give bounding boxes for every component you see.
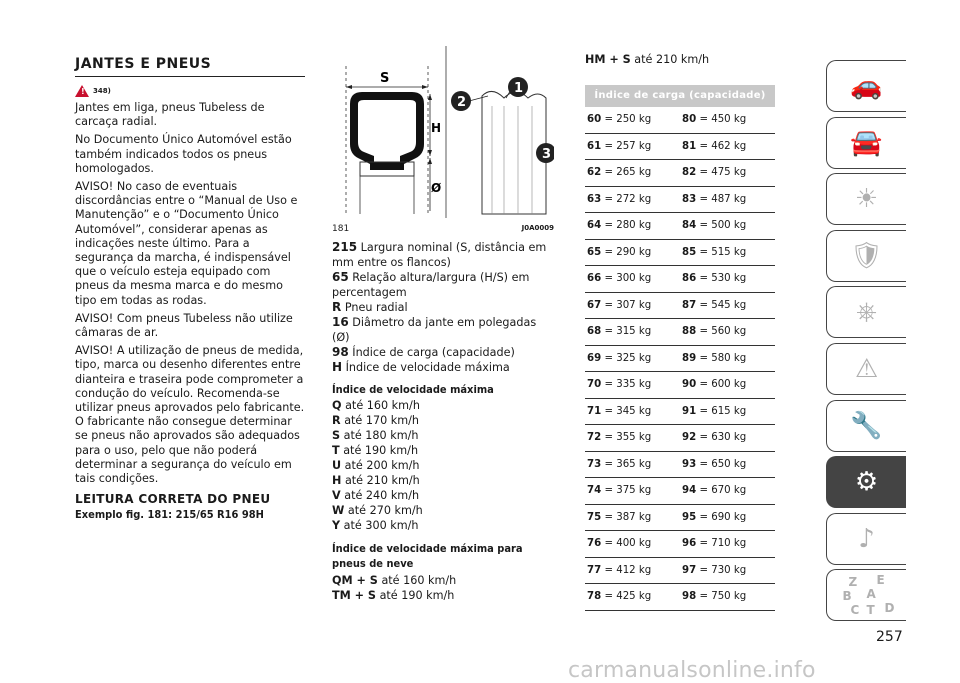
table-cell: 73 = 365 kg <box>587 458 652 470</box>
index-letter: C <box>850 603 860 618</box>
table-cell: 78 = 425 kg <box>587 591 652 603</box>
table-cell: 71 = 345 kg <box>587 405 652 417</box>
table-cell: 89 = 580 kg <box>682 352 747 364</box>
car-dashboard-icon: 🚗 <box>850 71 883 101</box>
table-row <box>585 213 775 240</box>
multimedia-icon: ♪ <box>858 523 875 554</box>
car-warning-icon: ⚠ <box>854 353 879 384</box>
sidebar-tab-3[interactable] <box>826 230 906 282</box>
item-value: até 180 km/h <box>343 429 419 442</box>
column-1 <box>75 56 305 523</box>
lights-mail-icon: ☀ <box>854 184 879 215</box>
paragraph: AVISO! No caso de eventuais discordâncias entre o “Manual de Uso e Manutenção” e o “Documento Único Automóvel”, considerar apenas as indicações neste último. Para a segurança da marcha, é indispensável que o veículo esteja equipado com pneus da mesma marca e do mesmo tipo em todas as rodas. <box>75 180 298 307</box>
steering-wheel-icon: ⎈ <box>856 296 877 327</box>
item-value: até 160 km/h <box>381 574 457 587</box>
table-cell: 69 = 325 kg <box>587 352 652 364</box>
label-s: S <box>380 71 390 86</box>
hm-s-line: HM + S até 210 km/h <box>585 53 710 66</box>
item-value: Pneu radial <box>344 301 408 314</box>
table-row <box>585 319 775 346</box>
table-cell: 81 = 462 kg <box>682 140 747 152</box>
label-diameter: Ø <box>431 181 442 195</box>
table-cell: 92 = 630 kg <box>682 432 747 444</box>
callout-3: 3 <box>542 147 552 162</box>
load-index-table-header: Índice de carga (capacidade) <box>585 85 775 107</box>
table-cell: 98 = 750 kg <box>682 591 747 603</box>
item-value: Relação altura/largura (H/S) em percentagem <box>332 271 530 299</box>
section-title: JANTES E PNEUS <box>75 56 212 72</box>
table-cell: 88 = 560 kg <box>682 326 747 338</box>
load-index-table <box>585 107 775 611</box>
snow-index-list <box>332 573 554 603</box>
item-key: QM + S <box>332 574 378 587</box>
table-cell: 63 = 272 kg <box>587 193 652 205</box>
table-row <box>585 346 775 373</box>
list-item <box>332 413 554 428</box>
item-key: 98 <box>332 345 349 359</box>
list-item <box>332 588 554 603</box>
tyre-figure <box>332 46 554 226</box>
table-row <box>585 160 775 187</box>
page-number: 257 <box>876 629 903 645</box>
wrench-car-icon: 🔧 <box>850 410 883 441</box>
table-row <box>585 531 775 558</box>
column-3 <box>585 52 775 611</box>
item-value: até 170 km/h <box>344 414 420 427</box>
table-cell: 61 = 257 kg <box>587 140 652 152</box>
sidebar-tab-9[interactable] <box>826 569 906 621</box>
figure-number: 181 <box>332 224 350 234</box>
table-row <box>585 134 775 161</box>
item-key: Q <box>332 399 342 412</box>
item-value: Diâmetro da jante em polegadas (Ø) <box>332 316 537 344</box>
table-cell: 64 = 280 kg <box>587 220 652 232</box>
column-2 <box>332 46 554 603</box>
table-cell: 83 = 487 kg <box>682 193 747 205</box>
title-rule <box>75 76 305 77</box>
table-row <box>585 266 775 293</box>
index-letter: T <box>866 603 875 618</box>
list-item <box>332 345 554 360</box>
sidebar-tab-6[interactable] <box>826 400 906 452</box>
index-letter: E <box>876 573 885 588</box>
index-letters <box>837 573 897 617</box>
item-key: 215 <box>332 240 358 254</box>
table-row <box>585 478 775 505</box>
paragraph: AVISO! A utilização de pneus de medida, tipo, marca ou desenho diferentes entre dianteira e traseira pode comprometer a condução do veículo. Recomenda-se utilizar pneus aprovados pelo fabricante. O fabricante não consegue determinar se pneus não aprovados são adequados para o uso, pelo que não poderá determinar a segurança do veículo em tais condições. <box>75 344 305 486</box>
list-item <box>332 488 554 503</box>
table-row <box>585 584 775 611</box>
list-item <box>332 518 554 533</box>
list-item <box>332 398 554 413</box>
list-item <box>332 573 554 588</box>
car-info-icon: 🚘 <box>850 127 883 158</box>
sidebar-tab-0[interactable] <box>826 60 906 112</box>
item-key: T <box>332 444 340 457</box>
item-value: Índice de carga (capacidade) <box>352 346 515 359</box>
item-value: até 160 km/h <box>345 399 420 412</box>
table-cell: 76 = 400 kg <box>587 538 652 550</box>
table-cell: 72 = 355 kg <box>587 432 652 444</box>
table-cell: 66 = 300 kg <box>587 273 652 285</box>
index-letter: B <box>842 589 852 604</box>
list-item <box>332 443 554 458</box>
item-value: até 210 km/h <box>344 474 420 487</box>
item-key: Y <box>332 519 341 532</box>
item-value: até 300 km/h <box>343 519 419 532</box>
airbag-seat-icon: 🛡 <box>849 240 883 271</box>
speed-index-title: Índice de velocidade máxima <box>332 383 494 396</box>
item-key: U <box>332 459 342 472</box>
index-letter: Z <box>848 575 858 590</box>
table-cell: 60 = 250 kg <box>587 114 652 126</box>
item-key: W <box>332 504 345 517</box>
table-cell: 91 = 615 kg <box>682 405 747 417</box>
item-key: R <box>332 300 342 314</box>
sidebar-tab-5[interactable] <box>826 343 906 395</box>
subtitle: LEITURA CORRETA DO PNEU <box>75 492 271 507</box>
tyre-legend <box>332 240 554 375</box>
item-key: 16 <box>332 315 349 329</box>
table-row <box>585 293 775 320</box>
list-item <box>332 360 554 375</box>
table-cell: 68 = 315 kg <box>587 326 652 338</box>
table-cell: 97 = 730 kg <box>682 564 747 576</box>
table-cell: 67 = 307 kg <box>587 299 652 311</box>
specs-gear-icon: ⚙ <box>854 467 879 498</box>
tyre-diagram <box>332 46 554 218</box>
warning-ref-number: 348) <box>93 87 111 95</box>
table-row <box>585 505 775 532</box>
table-cell: 75 = 387 kg <box>587 511 652 523</box>
table-cell: 85 = 515 kg <box>682 246 747 258</box>
sidebar-tab-8[interactable] <box>826 513 906 565</box>
list-item <box>332 458 554 473</box>
snow-index-title: Índice de velocidade máxima para pneus de neve <box>332 542 523 570</box>
table-row <box>585 372 775 399</box>
table-row <box>585 187 775 214</box>
paragraph: No Documento Único Automóvel estão também indicados todos os pneus homologados. <box>75 133 292 175</box>
label-h: H <box>431 121 442 135</box>
item-key: R <box>332 414 341 427</box>
warning-triangle-icon: ! <box>75 85 89 97</box>
index-letter: D <box>884 601 895 616</box>
table-row <box>585 240 775 267</box>
item-value: até 190 km/h <box>343 444 419 457</box>
list-item <box>332 503 554 518</box>
table-cell: 95 = 690 kg <box>682 511 747 523</box>
watermark: carmanualsonline.info <box>568 658 816 683</box>
sidebar-tab-2[interactable] <box>826 173 906 225</box>
sidebar-tab-7[interactable] <box>826 456 906 508</box>
list-item <box>332 240 554 270</box>
paragraph: Jantes em liga, pneus Tubeless de carcaça radial. <box>75 101 265 129</box>
item-key: V <box>332 489 341 502</box>
table-row <box>585 425 775 452</box>
table-cell: 90 = 600 kg <box>682 379 747 391</box>
table-cell: 77 = 412 kg <box>587 564 652 576</box>
table-row <box>585 399 775 426</box>
table-row <box>585 558 775 585</box>
table-cell: 82 = 475 kg <box>682 167 747 179</box>
sidebar-tab-1[interactable] <box>826 117 906 169</box>
table-row <box>585 107 775 134</box>
list-item <box>332 300 554 315</box>
list-item <box>332 270 554 300</box>
item-value: até 240 km/h <box>344 489 420 502</box>
table-cell: 62 = 265 kg <box>587 167 652 179</box>
paragraphs <box>75 101 305 486</box>
sidebar-tab-4[interactable] <box>826 286 906 338</box>
item-key: S <box>332 429 341 442</box>
table-cell: 80 = 450 kg <box>682 114 747 126</box>
item-value: até 270 km/h <box>347 504 423 517</box>
callout-1: 1 <box>514 81 524 96</box>
table-cell: 94 = 670 kg <box>682 485 747 497</box>
table-cell: 86 = 530 kg <box>682 273 747 285</box>
figure-code: J0A0009 <box>521 224 554 232</box>
example-line: Exemplo fig. 181: 215/65 R16 98H <box>75 508 264 522</box>
table-cell: 87 = 545 kg <box>682 299 747 311</box>
item-value: Largura nominal (S, distância em mm entre os flancos) <box>332 241 547 269</box>
item-key: 65 <box>332 270 349 284</box>
item-key: H <box>332 360 343 374</box>
paragraph: AVISO! Com pneus Tubeless não utilize câmaras de ar. <box>75 311 293 340</box>
table-cell: 96 = 710 kg <box>682 538 747 550</box>
list-item <box>332 315 554 345</box>
callout-2: 2 <box>457 95 467 110</box>
item-key: TM + S <box>332 589 376 602</box>
item-value: até 200 km/h <box>344 459 420 472</box>
list-item <box>332 428 554 443</box>
item-value: Índice de velocidade máxima <box>345 361 510 374</box>
index-letter: A <box>866 587 876 602</box>
item-key: H <box>332 474 342 487</box>
item-value: até 190 km/h <box>379 589 455 602</box>
speed-index-list <box>332 398 554 533</box>
list-item <box>332 473 554 488</box>
table-row <box>585 452 775 479</box>
table-cell: 93 = 650 kg <box>682 458 747 470</box>
chapter-sidebar <box>826 60 906 626</box>
table-cell: 70 = 335 kg <box>587 379 652 391</box>
table-cell: 65 = 290 kg <box>587 246 652 258</box>
table-cell: 84 = 500 kg <box>682 220 747 232</box>
warning-reference <box>75 83 305 99</box>
table-cell: 74 = 375 kg <box>587 485 652 497</box>
